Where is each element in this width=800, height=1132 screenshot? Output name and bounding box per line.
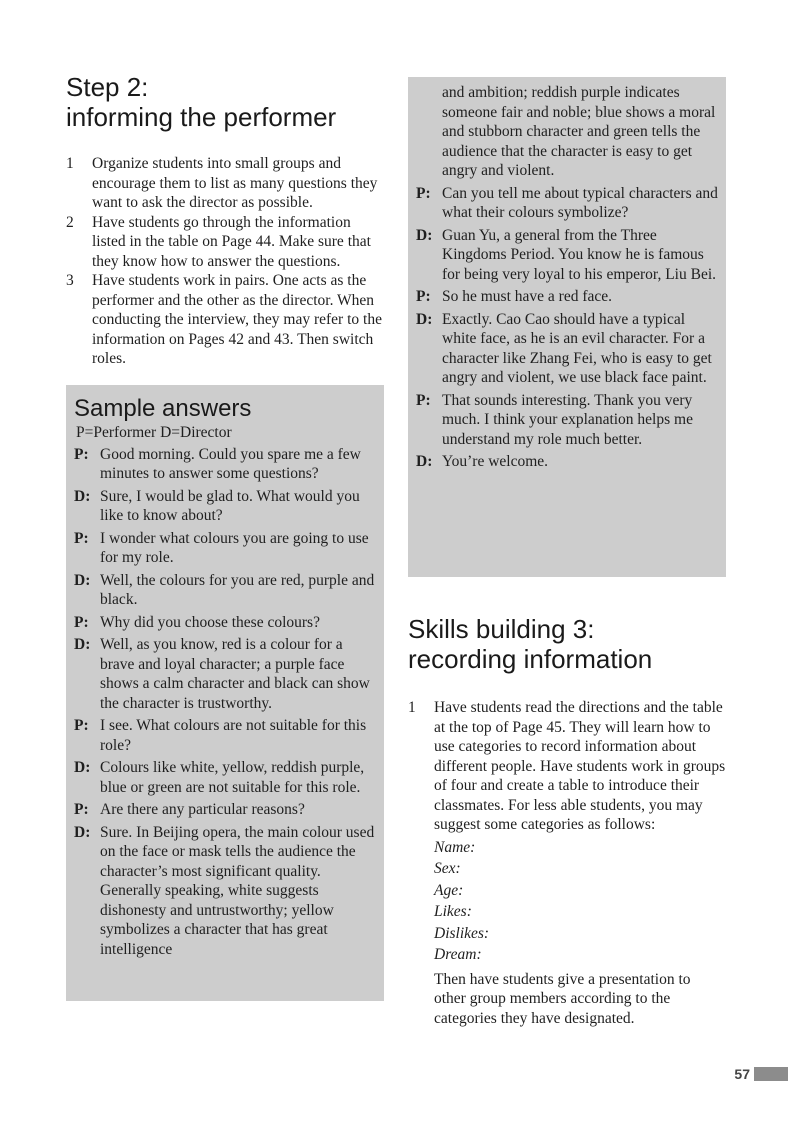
speaker-label: P: (74, 529, 89, 547)
dialogue-line (74, 529, 376, 568)
list-item (66, 213, 384, 272)
dialogue-text: I wonder what colours you are going to use for my role. (100, 529, 369, 566)
skills3-heading (408, 614, 726, 674)
step2-heading (66, 72, 384, 132)
dialogue-line (74, 613, 376, 633)
category-item: Name: (434, 838, 476, 856)
list-item (66, 154, 384, 213)
sample-answers-title: Sample answers (74, 394, 252, 422)
category-item: Dislikes: (434, 924, 490, 942)
dialogue-text: That sounds interesting. Thank you very much. I think your explanation helps me understand my role much better. (442, 391, 693, 448)
dialogue-line (74, 571, 376, 610)
speaker-label: P: (416, 184, 431, 202)
item-number: 2 (66, 213, 74, 231)
dialogue-text: Are there any particular reasons? (100, 801, 305, 818)
dialogue-line (416, 310, 718, 388)
dialogue-text: Well, the colours for you are red, purple and black. (100, 571, 375, 608)
dialogue-text: So he must have a red face. (442, 288, 613, 305)
dialogue-line (416, 184, 718, 223)
page-number-text: 57 (734, 1066, 750, 1082)
sample-answers-panel-continued (408, 77, 726, 577)
dialogue-line (74, 823, 376, 960)
dialogue-line (416, 452, 718, 472)
speaker-label: D: (74, 823, 91, 841)
speaker-label: D: (416, 310, 433, 328)
speaker-legend: P=Performer D=Director (76, 423, 232, 441)
dialogue-text: Good morning. Could you spare me a few minutes to answer some questions? (100, 445, 361, 482)
speaker-label: D: (416, 453, 433, 470)
dialogue-line (416, 391, 718, 450)
category-item: Likes: (434, 903, 472, 920)
list-item (408, 698, 726, 1028)
dialogue-text: Sure. In Beijing opera, the main colour used on the face or mask tells the audience the character’s most significant quality. Generally speaking, white suggests dishonesty and untrustworthy; yellow symbolizes a character that has great intelligence (100, 823, 375, 958)
page-number-bar (754, 1067, 788, 1081)
item-text: Have students go through the information listed in the table on Page 44. Make sure that they know how to answer the questions. (92, 213, 371, 270)
item-text: Organize students into small groups and encourage them to list as many questions they want to ask the director as possible. (92, 155, 378, 211)
skills3-heading-line1: Skills building 3: (408, 614, 595, 644)
list-item (66, 271, 384, 369)
dialogue-line (74, 487, 376, 526)
page-number (734, 1066, 788, 1082)
dialogue-text: You’re welcome. (442, 453, 549, 470)
skills3-list (408, 698, 726, 1028)
dialogue-text: Well, as you know, red is a colour for a brave and loyal character; a purple face shows a calm character and black can show the character is trustworthy. (100, 636, 370, 712)
dialogue-text: Why did you choose these colours? (100, 613, 320, 631)
speaker-label: P: (74, 717, 89, 734)
dialogue-line (74, 800, 376, 820)
step2-heading-line1: Step 2: (66, 72, 149, 102)
left-column (66, 72, 384, 1001)
step2-heading-line2: informing the performer (66, 102, 337, 132)
dialogue-text: Guan Yu, a general from the Three Kingdoms Period. You know he is famous for being very loyal to his emperor, Liu Bei. (442, 226, 717, 283)
dialogue-continuation: and ambition; reddish purple indicates someone fair and noble; blue shows a moral and stubborn character and green tells the audience that the character is easy to get angry and violent. (442, 84, 716, 179)
dialogue-line (74, 758, 376, 797)
dialogue-text: Colours like white, yellow, reddish purple, blue or green are not suitable for this role. (100, 759, 365, 796)
speaker-label: D: (416, 226, 433, 244)
speaker-label: D: (74, 571, 91, 589)
item-text: Have students work in pairs. One acts as the performer and the other as the director. When conducting the interview, they may refer to the information on Pages 42 and 43. Then switch roles. (92, 272, 382, 367)
dialogue-line (416, 287, 718, 307)
category-list (434, 837, 726, 966)
category-item: Sex: (434, 860, 461, 877)
speaker-label: D: (74, 487, 91, 505)
speaker-label: D: (74, 759, 91, 776)
dialogue-line (74, 445, 376, 484)
dialogue-text: Sure, I would be glad to. What would you like to know about? (100, 487, 360, 524)
speaker-label: D: (74, 636, 91, 653)
dialogue-text: I see. What colours are not suitable for this role? (100, 717, 367, 754)
skills3-heading-line2: recording information (408, 644, 653, 674)
dialogue-text: Exactly. Cao Cao should have a typical white face, as he is an evil character. For a character like Zhang Fei, who is easy to get angry and violent, we use black face paint. (442, 310, 712, 386)
category-item: Age: (434, 881, 464, 899)
item-number: 1 (408, 699, 416, 716)
dialogue-line (74, 716, 376, 755)
item-text: Have students read the directions and the table at the top of Page 45. They will learn how to use categories to record information about different people. Have students work in groups of four and create a table to introduce their classmates. For less able students, you may suggest some categories as follows: (434, 699, 726, 833)
right-column (408, 77, 726, 1028)
speaker-label: P: (416, 288, 431, 305)
speaker-label: P: (74, 801, 89, 818)
dialogue-line (74, 635, 376, 713)
category-item: Dream: (434, 946, 482, 963)
closing-paragraph: Then have students give a presentation to other group members according to the categories they have designated. (434, 970, 691, 1027)
item-number: 3 (66, 272, 74, 289)
speaker-label: P: (74, 613, 89, 631)
dialogue-line (416, 226, 718, 285)
speaker-label: P: (74, 445, 89, 463)
step2-list (66, 154, 384, 369)
sample-answers-panel (66, 385, 384, 1001)
dialogue-text: Can you tell me about typical characters and what their colours symbolize? (442, 184, 718, 221)
item-number: 1 (66, 155, 74, 172)
speaker-label: P: (416, 391, 431, 409)
